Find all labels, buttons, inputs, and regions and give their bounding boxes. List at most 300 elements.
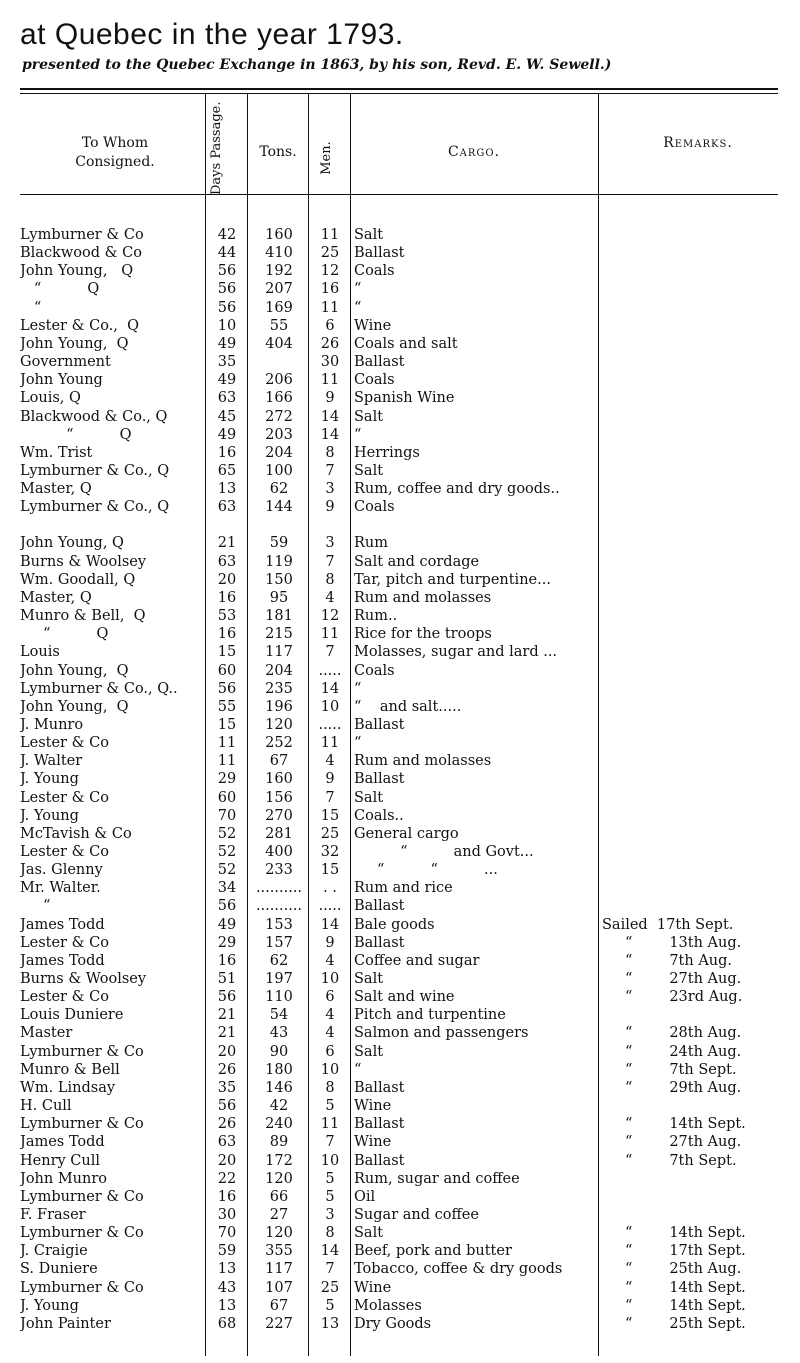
- tons-cell: 160: [265, 771, 293, 788]
- tons-cell: 157: [265, 934, 293, 951]
- men-cell: 8: [325, 444, 335, 461]
- table-row: [0, 1115, 800, 1133]
- table-row: [0, 897, 800, 915]
- men-cell: 4: [325, 589, 335, 606]
- cargo-cell: “: [354, 299, 362, 316]
- page-title: at Quebec in the year 1793.: [20, 18, 404, 51]
- table-row: [0, 1024, 800, 1042]
- days-cell: 26: [217, 1061, 237, 1078]
- consignee-cell: Lester & Co., Q: [20, 317, 140, 334]
- consignee-cell: “ Q: [20, 281, 100, 298]
- days-cell: 20: [217, 571, 237, 588]
- tons-cell: 252: [265, 735, 293, 751]
- consignee-cell: Lymburner & Co: [20, 1279, 144, 1296]
- men-cell: 7: [325, 462, 335, 479]
- days-cell: 10: [217, 317, 237, 334]
- men-cell: 7: [325, 789, 335, 806]
- men-cell: 8: [325, 571, 335, 588]
- table-row: [0, 843, 800, 861]
- cargo-cell: “: [354, 426, 362, 443]
- men-cell: 10: [320, 1061, 340, 1078]
- men-cell: 9: [325, 934, 335, 951]
- consignee-cell: Master: [20, 1025, 73, 1042]
- cargo-cell: Rum, coffee and dry goods..: [354, 481, 560, 498]
- cargo-cell: Salt: [354, 462, 384, 479]
- table-row: [0, 371, 800, 389]
- men-cell: 9: [325, 390, 335, 407]
- table-row: [0, 1079, 800, 1097]
- days-cell: 60: [217, 789, 237, 806]
- tons-cell: 197: [265, 971, 293, 987]
- men-cell: 6: [325, 989, 335, 1006]
- tons-cell: 281: [265, 825, 293, 842]
- tons-cell: 160: [265, 227, 293, 243]
- tons-cell: 153: [265, 916, 293, 933]
- cargo-cell: Rum and rice: [354, 880, 453, 897]
- consignee-cell: Mr. Walter.: [20, 880, 101, 897]
- men-cell: 7: [325, 644, 335, 661]
- cargo-cell: Rum and molasses: [354, 753, 492, 770]
- tons-cell: 27: [269, 1206, 289, 1223]
- table-row: [0, 226, 800, 244]
- days-cell: 21: [217, 535, 237, 552]
- days-cell: 63: [217, 553, 237, 570]
- cargo-cell: Beef, pork and butter: [354, 1243, 512, 1260]
- men-cell: 15: [320, 807, 340, 824]
- table-row: [0, 698, 800, 716]
- consignee-cell: S. Duniere: [20, 1261, 98, 1278]
- table-row: [0, 825, 800, 843]
- men-cell: 4: [325, 952, 335, 969]
- days-cell: 65: [217, 462, 237, 479]
- table-row: [0, 480, 800, 498]
- consignee-cell: Master, Q: [20, 589, 92, 606]
- table-row: [0, 280, 800, 298]
- men-cell: 9: [325, 499, 335, 516]
- remarks-cell: “ 17th Sept.: [602, 1243, 746, 1260]
- men-cell: .....: [318, 898, 342, 915]
- men-cell: .....: [318, 716, 342, 733]
- tons-cell: 67: [269, 753, 289, 770]
- days-cell: 49: [217, 916, 237, 933]
- remarks-cell: “ 7th Sept.: [602, 1061, 737, 1078]
- consignee-cell: Blackwood & Co., Q: [20, 408, 168, 425]
- cargo-cell: Coals: [354, 499, 395, 516]
- table-row: [0, 807, 800, 825]
- consignee-cell: Lester & Co: [20, 735, 109, 751]
- cargo-cell: Ballast: [354, 771, 405, 788]
- cargo-cell: Coals: [354, 662, 395, 679]
- remarks-cell: “ 14th Sept.: [602, 1116, 746, 1133]
- tons-cell: ..........: [255, 898, 303, 915]
- consignee-cell: Burns & Woolsey: [20, 553, 147, 570]
- men-cell: 14: [320, 426, 340, 443]
- tons-cell: 146: [265, 1079, 293, 1096]
- days-cell: 63: [217, 390, 237, 407]
- cargo-cell: “: [354, 1061, 362, 1078]
- days-cell: 43: [217, 1279, 237, 1296]
- tons-cell: 181: [265, 608, 293, 624]
- consignee-cell: John Young, Q: [20, 335, 129, 352]
- days-cell: 63: [217, 1134, 237, 1151]
- days-cell: 13: [217, 481, 237, 498]
- cargo-cell: Dry Goods: [354, 1315, 432, 1332]
- consignee-cell: Blackwood & Co: [20, 245, 142, 262]
- cargo-cell: Ballast: [354, 1079, 405, 1096]
- consignee-cell: Louis Duniere: [20, 1007, 124, 1024]
- men-cell: 30: [320, 354, 340, 370]
- days-cell: 21: [217, 1025, 237, 1042]
- cargo-cell: “ “ ...: [354, 862, 498, 879]
- cargo-cell: Spanish Wine: [354, 390, 455, 407]
- table-row: [0, 1061, 800, 1079]
- cargo-cell: “: [354, 735, 362, 751]
- cargo-cell: General cargo: [354, 825, 459, 842]
- days-cell: 16: [217, 1188, 237, 1205]
- days-cell: 34: [217, 880, 237, 897]
- days-cell: 11: [217, 735, 237, 751]
- men-cell: 3: [325, 481, 335, 498]
- cargo-cell: Herrings: [354, 444, 420, 461]
- tons-cell: 120: [265, 716, 293, 733]
- days-cell: 20: [217, 1152, 237, 1169]
- remarks-cell: “ 29th Aug.: [602, 1079, 742, 1096]
- consignee-cell: John Young: [20, 372, 103, 389]
- cargo-cell: Wine: [354, 317, 392, 334]
- consignee-cell: John Young, Q: [20, 662, 129, 679]
- cargo-cell: Molasses: [354, 1297, 422, 1314]
- tons-cell: 55: [269, 317, 289, 334]
- table-row: [0, 680, 800, 698]
- days-cell: 56: [217, 1098, 237, 1114]
- tons-cell: 206: [265, 372, 293, 389]
- consignee-cell: J. Munro: [20, 716, 84, 733]
- cargo-cell: Salt and cordage: [354, 553, 480, 570]
- consignee-cell: Burns & Woolsey: [20, 971, 147, 987]
- consignee-cell: Munro & Bell: [20, 1061, 120, 1078]
- table-row: [0, 498, 800, 516]
- consignee-cell: Government: [20, 354, 111, 370]
- men-cell: 10: [320, 698, 340, 715]
- days-cell: 56: [217, 989, 237, 1006]
- days-cell: 55: [217, 698, 237, 715]
- tons-cell: 207: [265, 281, 293, 298]
- men-cell: 8: [325, 1079, 335, 1096]
- table-row: [0, 879, 800, 897]
- remarks-cell: “ 25th Sept.: [602, 1315, 746, 1332]
- days-cell: 70: [217, 1225, 237, 1242]
- cargo-cell: Rice for the troops: [354, 626, 492, 643]
- days-cell: 21: [217, 1007, 237, 1024]
- header-days: Days Passage.: [209, 101, 224, 195]
- cargo-cell: Rum..: [354, 608, 398, 624]
- tons-cell: 404: [265, 335, 293, 352]
- days-cell: 16: [217, 444, 237, 461]
- table-row: [0, 408, 800, 426]
- men-cell: 7: [325, 553, 335, 570]
- table-row: [0, 589, 800, 607]
- tons-cell: 144: [265, 499, 293, 516]
- consignee-cell: James Todd: [20, 916, 105, 933]
- tons-cell: 62: [269, 481, 289, 498]
- men-cell: 25: [320, 245, 340, 262]
- remarks-cell: “ 7th Aug.: [602, 952, 733, 969]
- men-cell: 32: [320, 843, 340, 860]
- table-row: [0, 1315, 800, 1333]
- table-row: [0, 716, 800, 734]
- days-cell: 56: [217, 263, 237, 280]
- days-cell: 26: [217, 1116, 237, 1133]
- days-cell: 44: [217, 245, 237, 262]
- remarks-cell: “ 23rd Aug.: [602, 989, 743, 1006]
- days-cell: 45: [217, 408, 237, 425]
- consignee-cell: Lymburner & Co: [20, 1188, 144, 1205]
- consignee-cell: Wm. Trist: [20, 444, 93, 461]
- table-row: [0, 643, 800, 661]
- cargo-cell: Wine: [354, 1098, 392, 1114]
- tons-cell: 204: [265, 662, 293, 679]
- table-row: [0, 1260, 800, 1278]
- days-cell: 35: [217, 354, 237, 370]
- consignee-cell: McTavish & Co: [20, 825, 132, 842]
- tons-cell: 95: [269, 589, 289, 606]
- days-cell: 53: [217, 608, 237, 624]
- tons-cell: 196: [265, 698, 293, 715]
- consignee-cell: John Painter: [20, 1315, 111, 1332]
- table-row: [0, 934, 800, 952]
- consignee-cell: Lymburner & Co: [20, 227, 144, 243]
- table-row: [0, 571, 800, 589]
- tons-cell: 54: [269, 1007, 289, 1024]
- days-cell: 60: [217, 662, 237, 679]
- table-row: [0, 752, 800, 770]
- days-cell: 11: [217, 753, 237, 770]
- tons-cell: 204: [265, 444, 293, 461]
- men-cell: 7: [325, 1134, 335, 1151]
- days-cell: 42: [217, 227, 237, 243]
- cargo-cell: Coals and salt: [354, 335, 458, 352]
- table-row: [0, 262, 800, 280]
- table-row: [0, 734, 800, 752]
- men-cell: 6: [325, 1043, 335, 1060]
- cargo-cell: Molasses, sugar and lard ...: [354, 644, 558, 661]
- men-cell: 11: [320, 299, 340, 316]
- tons-cell: 89: [269, 1134, 289, 1151]
- header-tons: Tons.: [259, 144, 297, 160]
- remarks-cell: Sailed 17th Sept.: [602, 916, 734, 933]
- tons-cell: 172: [265, 1152, 293, 1169]
- men-cell: 4: [325, 1007, 335, 1024]
- table-row: [0, 1170, 800, 1188]
- cargo-cell: Oil: [354, 1188, 376, 1205]
- tons-cell: 110: [265, 989, 293, 1006]
- days-cell: 16: [217, 952, 237, 969]
- cargo-cell: Coffee and sugar: [354, 952, 480, 969]
- days-cell: 56: [217, 299, 237, 316]
- days-cell: 56: [217, 898, 237, 915]
- cargo-cell: Salt: [354, 408, 384, 425]
- days-cell: 16: [217, 626, 237, 643]
- cargo-cell: Rum: [354, 535, 389, 552]
- consignee-cell: Lester & Co: [20, 843, 109, 860]
- table-row: [0, 1242, 800, 1260]
- remarks-cell: “ 27th Aug.: [602, 1134, 742, 1151]
- tons-cell: 119: [265, 553, 293, 570]
- tons-cell: 117: [265, 1261, 293, 1278]
- consignee-cell: Lymburner & Co., Q..: [20, 680, 178, 697]
- men-cell: 10: [320, 971, 340, 987]
- tons-cell: 117: [265, 644, 293, 661]
- tons-cell: 66: [269, 1188, 289, 1205]
- days-cell: 15: [217, 716, 237, 733]
- tons-cell: 120: [265, 1170, 293, 1187]
- men-cell: . .: [323, 880, 337, 897]
- consignee-cell: “: [20, 898, 51, 915]
- cargo-cell: Salt: [354, 1043, 384, 1060]
- cargo-cell: Salt: [354, 227, 384, 243]
- cargo-cell: Ballast: [354, 354, 405, 370]
- consignee-cell: John Young, Q: [20, 698, 129, 715]
- men-cell: 10: [320, 1152, 340, 1169]
- men-cell: 14: [320, 408, 340, 425]
- cargo-cell: Salt: [354, 971, 384, 987]
- tons-cell: 67: [269, 1297, 289, 1314]
- men-cell: 11: [320, 372, 340, 389]
- consignee-cell: Lymburner & Co., Q: [20, 499, 170, 516]
- consignee-cell: H. Cull: [20, 1098, 72, 1114]
- table-row: [0, 988, 800, 1006]
- days-cell: 15: [217, 644, 237, 661]
- consignee-cell: James Todd: [20, 1134, 105, 1151]
- days-cell: 56: [217, 281, 237, 298]
- tons-cell: 62: [269, 952, 289, 969]
- consignee-cell: John Young, Q: [20, 535, 124, 552]
- men-cell: 14: [320, 916, 340, 933]
- men-cell: 5: [325, 1170, 335, 1187]
- page-subtitle: presented to the Quebec Exchange in 1863, by his son, Revd. E. W. Sewell.): [22, 57, 612, 73]
- cargo-cell: “ and Govt...: [354, 843, 534, 860]
- tons-cell: 272: [265, 408, 293, 425]
- tons-cell: 59: [269, 535, 289, 552]
- header-men: Men.: [319, 141, 334, 175]
- tons-cell: 150: [265, 571, 293, 588]
- cargo-cell: Salt and wine: [354, 989, 455, 1006]
- men-cell: 4: [325, 1025, 335, 1042]
- remarks-cell: “ 7th Sept.: [602, 1152, 737, 1169]
- cargo-cell: Sugar and coffee: [354, 1206, 479, 1223]
- tons-cell: 215: [265, 626, 293, 643]
- consignee-cell: Henry Cull: [20, 1152, 101, 1169]
- cargo-cell: Wine: [354, 1134, 392, 1151]
- consignee-cell: Lymburner & Co: [20, 1043, 144, 1060]
- cargo-cell: Salt: [354, 789, 384, 806]
- days-cell: 29: [217, 771, 237, 788]
- consignee-cell: Louis, Q: [20, 390, 81, 407]
- table-row: [0, 861, 800, 879]
- tons-cell: 192: [265, 263, 293, 280]
- tons-cell: 240: [265, 1116, 293, 1133]
- men-cell: 5: [325, 1188, 335, 1205]
- table-row: [0, 462, 800, 480]
- table-row: [0, 1188, 800, 1206]
- consignee-cell: Lymburner & Co: [20, 1116, 144, 1133]
- days-cell: 29: [217, 934, 237, 951]
- table-row: [0, 1152, 800, 1170]
- days-cell: 49: [217, 372, 237, 389]
- days-cell: 56: [217, 680, 237, 697]
- days-cell: 51: [217, 971, 237, 987]
- days-cell: 20: [217, 1043, 237, 1060]
- table-row: [0, 1297, 800, 1315]
- tons-cell: 120: [265, 1225, 293, 1242]
- consignee-cell: James Todd: [20, 952, 105, 969]
- cargo-cell: Coals..: [354, 807, 404, 824]
- table-row: [0, 335, 800, 353]
- table-row: [0, 553, 800, 571]
- men-cell: 12: [320, 608, 340, 624]
- consignee-cell: Lester & Co: [20, 989, 109, 1006]
- table-row: [0, 789, 800, 807]
- consignee-cell: “ Q: [20, 426, 132, 443]
- consignee-cell: Lester & Co: [20, 789, 109, 806]
- tons-cell: 400: [265, 843, 293, 860]
- consignee-cell: Wm. Lindsay: [20, 1079, 116, 1096]
- table-row: [0, 1043, 800, 1061]
- consignee-cell: J. Young: [20, 1297, 79, 1314]
- tons-cell: 43: [269, 1025, 289, 1042]
- tons-cell: 355: [265, 1243, 293, 1260]
- consignee-cell: J. Young: [20, 807, 79, 824]
- consignee-cell: J. Young: [20, 771, 79, 788]
- tons-cell: 203: [265, 426, 293, 443]
- cargo-cell: Ballast: [354, 1116, 405, 1133]
- remarks-cell: “ 25th Aug.: [602, 1261, 742, 1278]
- consignee-cell: J. Walter: [20, 753, 83, 770]
- men-cell: 12: [320, 263, 340, 280]
- table-row: [0, 625, 800, 643]
- tons-cell: 180: [265, 1061, 293, 1078]
- table-row: [0, 389, 800, 407]
- consignee-cell: Lymburner & Co., Q: [20, 462, 170, 479]
- tons-cell: 233: [265, 862, 293, 879]
- cargo-cell: Ballast: [354, 245, 405, 262]
- tons-cell: ..........: [255, 880, 303, 897]
- days-cell: 59: [217, 1243, 237, 1260]
- men-cell: 9: [325, 771, 335, 788]
- men-cell: 7: [325, 1261, 335, 1278]
- cargo-cell: Rum and molasses: [354, 589, 492, 606]
- cargo-cell: Salt: [354, 1225, 384, 1242]
- remarks-cell: “ 14th Sept.: [602, 1297, 746, 1314]
- remarks-cell: “ 13th Aug.: [602, 934, 742, 951]
- days-cell: 68: [217, 1315, 237, 1332]
- table-row: [0, 770, 800, 788]
- men-cell: .....: [318, 662, 342, 679]
- men-cell: 4: [325, 753, 335, 770]
- days-cell: 52: [217, 825, 237, 842]
- days-cell: 70: [217, 807, 237, 824]
- table-row: [0, 662, 800, 680]
- tons-cell: 166: [265, 390, 293, 407]
- cargo-cell: Tar, pitch and turpentine...: [354, 571, 551, 588]
- table-row: [0, 970, 800, 988]
- days-cell: 13: [217, 1261, 237, 1278]
- consignee-cell: “ Q: [20, 626, 109, 643]
- cargo-cell: “: [354, 281, 362, 298]
- table-row: [0, 534, 800, 552]
- cargo-cell: “: [354, 680, 362, 697]
- table-row: [0, 1097, 800, 1115]
